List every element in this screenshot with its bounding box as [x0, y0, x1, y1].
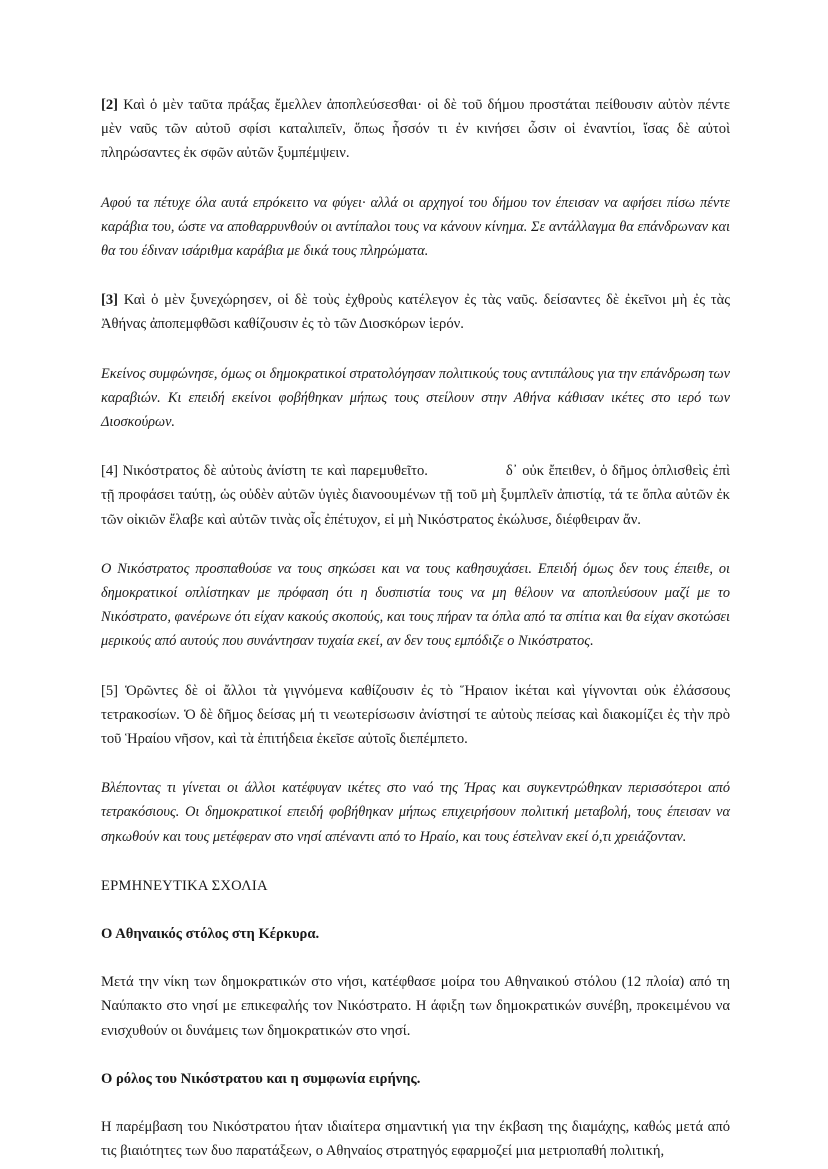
- translation-paragraph-3: Εκείνος συμφώνησε, όμως οι δημοκρατικοί στρατολόγησαν πολιτικούς τους αντιπάλους για την επάνδρωση των καραβιών. Κι επειδή εκείνοι φοβήθηκαν μήπως τους στείλουν στην Αθήνα κάθισαν ικέτες στο ιερό των Διοσκούρων.: [101, 365, 730, 431]
- commentary-text-1: Μετά την νίκη των δημοκρατικών στο νήσι, κατέφθασε μοίρα του Αθηναικού στόλου (12 πλοία) από τη Ναύπακτο στο νησί με επικεφαλής τον Νικόστρατο. Η άφιξη των δημοκρατικών συνέβη, προκειμένου να ενισχυθούν οι δυνάμεις των δημοκρατικών στο νησί.: [101, 974, 730, 1039]
- source-paragraph-4: [101, 459, 730, 532]
- paragraph-spacer: [101, 898, 730, 922]
- paragraph-spacer: [101, 654, 730, 679]
- translation-paragraph-4: Ο Νικόστρατος προσπαθούσε να τους σηκώσει και να τους καθησυχάσει. Επειδή όμως δεν τους έπειθε, οι δημοκρατικοί οπλίστηκαν με πρόφαση ότι η δυσπιστία τους να μη θέλουν να αποπλεύσουν μαζί με το Νικόστρατο, φανέρωνε ότι είχαν κακούς σκοπούς, και τους πήραν τα όπλα από τα σπίτια και θα είχαν σκοτώσει μερικούς από αυτούς που συνάντησαν τυχαία εκεί, αν δεν τους εμπόδιζε ο Νικόστρατος.: [101, 560, 730, 650]
- paragraph-spacer: [101, 434, 730, 459]
- paragraph-spacer: [101, 166, 730, 191]
- source-text-5: Ὁρῶντες δὲ οἱ ἄλλοι τὰ γιγνόμενα καθίζουσιν ἐς τὸ Ἥραιον ἱκέται καὶ γίγνονται οὐκ ἐλάσσους τετρακοσίων. Ὁ δὲ δῆμος δείσας μή τι νεωτερίσωσιν ἀνίστησί τε αὐτοὺς πείσας καὶ διακομίζει ἐς τὴν πρὸ τοῦ Ἡραίου νῆσον, καὶ τὰ ἐπιτήδεια ἐκεῖσε αὐτοῖς διεπέμπετο.: [101, 682, 731, 748]
- paragraph-spacer: [101, 263, 730, 288]
- paragraph-spacer: [101, 337, 730, 362]
- source-text-2: Καὶ ὁ μὲν ταῦτα πράξας ἔμελλεν ἀποπλεύσεσθαι· οἱ δὲ τοῦ δήμου προστάται πείθουσιν αὐτὸν πέντε μὲν ναῦς τῶν αὐτοῦ σφίσι καταλιπεῖν, ὅπως ἧσσόν τι ἐν κινήσει ὦσιν οἱ ἐναντίοι, ἴσας δὲ αὐτοὶ πληρώσαντες ἐκ σφῶν αὐτῶν ξυμπέμψειν.: [101, 97, 730, 162]
- source-text-4-after-gap: δ᾽ οὐκ ἔπειθεν, ὁ δῆμος ὁπλισθεὶς ἐπὶ τῇ προφάσει ταύτῃ, ὡς οὐδὲν αὐτῶν ὑγιὲς διανοουμένων τῇ τοῦ μὴ ξυμπλεῖν ἀπιστίᾳ, τά τε ὅπλα αὐτῶν ἐκ τῶν οἰκιῶν ἔλαβε καὶ αὐτῶν τινὰς οἷς ἐπέτυχον, εἰ μὴ Νικόστρατος ἐκώλυσε, διέφθειραν ἄν.: [101, 463, 731, 528]
- section-marker-3: [3]: [101, 292, 119, 309]
- commentary-title-2: Ο ρόλος του Νικόστρατου και η συμφωνία ειρήνης.: [101, 1070, 421, 1087]
- paragraph-spacer: [101, 1091, 730, 1115]
- paragraph-spacer: [101, 532, 730, 557]
- translation-paragraph-2: Αφού τα πέτυχε όλα αυτά επρόκειτο να φύγει· αλλά οι αρχηγοί του δήμου τον έπεισαν να αφήσει πίσω πέντε καράβια του, ώστε να αποθαρρυνθούν οι αντίπαλοι τους να κάνουν κίνημα. Σε αντάλλαγμα θα επάνδρωναν και θα του έδιναν ισάριθμα καράβια με δικά τους πληρώματα.: [101, 194, 730, 260]
- section-marker-5: [5]: [101, 682, 119, 699]
- source-paragraph-3: [101, 288, 730, 336]
- paragraph-spacer: [101, 849, 730, 874]
- section-marker-4: [4]: [101, 463, 119, 480]
- source-paragraph-2: [101, 93, 730, 166]
- source-text-3: Καὶ ὁ μὲν ξυνεχώρησεν, οἱ δὲ τοὺς ἐχθροὺς κατέλεγον ἐς τὰς ναῦς. δείσαντες δὲ ἐκεῖνοι μὴ ἐς τὰς Ἀθήνας ἀποπεμφθῶσι καθίζουσιν ἐς τὸ τῶν Διοσκόρων ἱερόν.: [101, 292, 731, 333]
- document-text-column: [101, 93, 730, 1164]
- commentary-title-1: Ο Αθηναικός στόλος στη Κέρκυρα.: [101, 926, 320, 943]
- source-text-4-before-gap: Νικόστρατος δὲ αὐτοὺς ἀνίστη τε καὶ παρεμυθεῖτο.: [122, 463, 428, 480]
- paragraph-spacer: [101, 946, 730, 970]
- section-marker-2: [2]: [101, 97, 119, 113]
- paragraph-spacer: [101, 1043, 730, 1067]
- commentary-text-2: Η παρέμβαση του Νικόστρατου ήταν ιδιαίτερα σημαντική για την έκβαση της διαμάχης, καθώς μετά από τις βιαιότητες των δυο παρατάξεων, ο Αθηναίος στρατηγός εφαρμοζεί μια μετριοπαθή πολιτική,: [101, 1119, 730, 1160]
- translation-paragraph-5: Βλέποντας τι γίνεται οι άλλοι κατέφυγαν ικέτες στο ναό της Ήρας και συγκεντρώθηκαν περισσότεροι από τετρακόσιους. Οι δημοκρατικοί επειδή φοβήθηκαν μήπως επιχειρήσουν πολιτική μεταβολή, τους έπεισαν να σηκωθούν και τους μετέφεραν στο νησί απέναντι από το Ηραίο, και τους έστελναν εκεί ό,τι χρειάζονταν.: [101, 780, 730, 845]
- source-paragraph-5: [101, 679, 730, 752]
- commentary-heading: ΕΡΜΗΝΕΥΤΙΚΑ ΣΧΟΛΙΑ: [101, 877, 268, 894]
- paragraph-spacer: [101, 751, 730, 776]
